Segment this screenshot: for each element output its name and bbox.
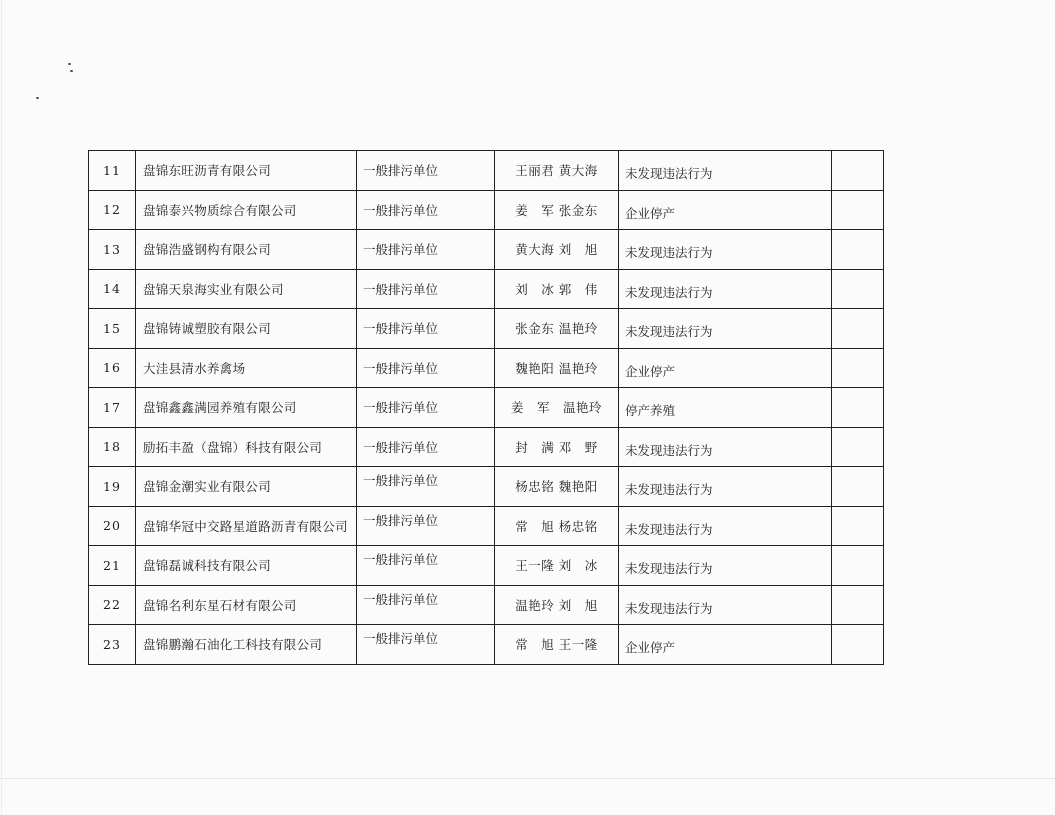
company-name-cell-text: 盘锦磊诚科技有限公司 xyxy=(143,558,272,574)
inspection-result-cell-text: 未发现违法行为 xyxy=(625,442,713,458)
inspectors-cell xyxy=(495,506,619,546)
remarks-cell xyxy=(832,506,884,546)
row-number xyxy=(89,151,136,191)
inspection-result-cell xyxy=(619,388,832,428)
unit-type-cell-text: 一般排污单位 xyxy=(363,400,439,416)
inspection-result-cell-text: 未发现违法行为 xyxy=(625,284,713,300)
inspectors-cell-text: 魏艳阳 温艳玲 xyxy=(515,360,598,376)
remarks-cell xyxy=(832,190,884,230)
company-name-cell xyxy=(136,388,357,428)
inspectors-cell xyxy=(495,467,619,507)
inspection-result-cell xyxy=(619,585,832,625)
unit-type-cell-text: 一般排污单位 xyxy=(363,631,439,646)
company-name-cell xyxy=(136,190,357,230)
inspectors-cell-text: 姜 军 张金东 xyxy=(515,202,598,218)
inspection-record-table xyxy=(88,150,884,665)
company-name-cell xyxy=(136,625,357,665)
remarks-cell xyxy=(832,546,884,586)
row-number-text: 22 xyxy=(103,597,121,613)
inspection-result-cell xyxy=(619,309,832,349)
company-name-cell-text: 盘锦浩盛钢构有限公司 xyxy=(143,242,272,258)
row-number-text: 20 xyxy=(103,518,121,534)
company-name-cell xyxy=(136,467,357,507)
table-row xyxy=(89,230,884,270)
scan-edge-bottom xyxy=(0,778,1055,779)
row-number xyxy=(89,546,136,586)
table-body xyxy=(89,151,884,665)
inspection-result-cell-text: 停产养殖 xyxy=(625,403,676,419)
inspectors-cell-text: 黄大海 刘 旭 xyxy=(515,242,598,258)
unit-type-cell-text: 一般排污单位 xyxy=(363,163,439,179)
row-number-text: 14 xyxy=(103,281,121,297)
unit-type-cell xyxy=(357,546,495,586)
inspectors-cell xyxy=(495,585,619,625)
unit-type-cell xyxy=(357,467,495,507)
inspection-result-cell xyxy=(619,348,832,388)
company-name-cell-text: 盘锦泰兴物质综合有限公司 xyxy=(143,202,297,218)
inspectors-cell xyxy=(495,230,619,270)
unit-type-cell xyxy=(357,585,495,625)
scan-speck xyxy=(68,63,71,65)
inspection-result-cell-text: 企业停产 xyxy=(625,205,676,221)
remarks-cell xyxy=(832,230,884,270)
unit-type-cell xyxy=(357,309,495,349)
company-name-cell-text: 励拓丰盈（盘锦）科技有限公司 xyxy=(143,439,323,455)
table-row xyxy=(89,585,884,625)
inspectors-cell-text: 王丽君 黄大海 xyxy=(515,163,598,179)
row-number xyxy=(89,309,136,349)
inspectors-cell xyxy=(495,269,619,309)
row-number-text: 15 xyxy=(103,320,121,336)
row-number-text: 23 xyxy=(103,636,121,652)
table-row xyxy=(89,190,884,230)
unit-type-cell-text: 一般排污单位 xyxy=(363,242,439,258)
row-number-text: 12 xyxy=(103,202,121,218)
inspection-result-cell-text: 未发现违法行为 xyxy=(625,324,713,340)
unit-type-cell xyxy=(357,348,495,388)
row-number xyxy=(89,467,136,507)
unit-type-cell-text: 一般排污单位 xyxy=(363,321,439,337)
company-name-cell-text: 盘锦金潮实业有限公司 xyxy=(143,479,272,495)
company-name-cell-text: 盘锦铸诚塑胶有限公司 xyxy=(143,321,272,337)
inspection-result-cell xyxy=(619,506,832,546)
inspectors-cell xyxy=(495,546,619,586)
table-row xyxy=(89,309,884,349)
row-number-text: 19 xyxy=(103,478,121,494)
table-row xyxy=(89,427,884,467)
row-number xyxy=(89,190,136,230)
table-row xyxy=(89,506,884,546)
unit-type-cell xyxy=(357,230,495,270)
remarks-cell xyxy=(832,348,884,388)
company-name-cell-text: 盘锦华冠中交路星道路沥青有限公司 xyxy=(143,518,348,534)
inspectors-cell-text: 杨忠铭 魏艳阳 xyxy=(515,479,598,495)
row-number-text: 21 xyxy=(103,557,121,573)
unit-type-cell xyxy=(357,427,495,467)
company-name-cell xyxy=(136,546,357,586)
inspection-result-cell-text: 企业停产 xyxy=(625,640,676,656)
unit-type-cell xyxy=(357,269,495,309)
row-number xyxy=(89,348,136,388)
unit-type-cell xyxy=(357,151,495,191)
inspection-result-cell xyxy=(619,230,832,270)
inspection-result-cell-text: 未发现违法行为 xyxy=(625,521,713,537)
table-row xyxy=(89,151,884,191)
inspection-result-cell-text: 未发现违法行为 xyxy=(625,166,713,182)
inspection-result-cell xyxy=(619,190,832,230)
scan-edge-left xyxy=(1,0,2,815)
unit-type-cell-text: 一般排污单位 xyxy=(363,360,439,376)
inspection-result-cell xyxy=(619,625,832,665)
unit-type-cell-text: 一般排污单位 xyxy=(363,512,439,528)
inspection-result-cell-text: 未发现违法行为 xyxy=(625,482,713,498)
remarks-cell xyxy=(832,427,884,467)
inspection-result-cell xyxy=(619,467,832,507)
remarks-cell xyxy=(832,467,884,507)
inspectors-cell-text: 张金东 温艳玲 xyxy=(515,321,598,337)
remarks-cell xyxy=(832,625,884,665)
company-name-cell-text: 盘锦东旺沥青有限公司 xyxy=(143,163,272,179)
row-number-text: 11 xyxy=(103,162,121,178)
unit-type-cell xyxy=(357,388,495,428)
row-number xyxy=(89,625,136,665)
inspection-result-cell-text: 未发现违法行为 xyxy=(625,600,713,616)
row-number-text: 13 xyxy=(103,241,121,257)
remarks-cell xyxy=(832,269,884,309)
inspection-result-cell-text: 未发现违法行为 xyxy=(625,561,713,577)
inspectors-cell-text: 常 旭 杨忠铭 xyxy=(515,518,598,534)
inspectors-cell xyxy=(495,625,619,665)
scan-speck xyxy=(70,70,73,72)
row-number xyxy=(89,269,136,309)
scan-speck xyxy=(36,97,39,99)
inspection-result-cell xyxy=(619,269,832,309)
company-name-cell xyxy=(136,585,357,625)
company-name-cell xyxy=(136,506,357,546)
table-row xyxy=(89,467,884,507)
row-number xyxy=(89,506,136,546)
company-name-cell xyxy=(136,230,357,270)
inspectors-cell-text: 姜 军 温艳玲 xyxy=(510,400,602,416)
inspectors-cell xyxy=(495,427,619,467)
company-name-cell xyxy=(136,269,357,309)
unit-type-cell xyxy=(357,625,495,665)
inspectors-cell-text: 温艳玲 刘 旭 xyxy=(515,597,598,613)
row-number-text: 16 xyxy=(103,360,121,376)
inspectors-cell xyxy=(495,151,619,191)
unit-type-cell-text: 一般排污单位 xyxy=(363,439,439,455)
company-name-cell-text: 盘锦名利东星石材有限公司 xyxy=(143,597,297,613)
inspectors-cell xyxy=(495,309,619,349)
company-name-cell xyxy=(136,151,357,191)
remarks-cell xyxy=(832,309,884,349)
remarks-cell xyxy=(832,585,884,625)
inspectors-cell-text: 王一隆 刘 冰 xyxy=(515,558,598,574)
row-number-text: 17 xyxy=(103,399,121,415)
unit-type-cell-text: 一般排污单位 xyxy=(363,473,439,488)
unit-type-cell-text: 一般排污单位 xyxy=(363,552,439,567)
inspectors-cell xyxy=(495,388,619,428)
unit-type-cell xyxy=(357,506,495,546)
table-row xyxy=(89,546,884,586)
inspection-result-cell-text: 未发现违法行为 xyxy=(625,245,713,261)
inspection-result-cell xyxy=(619,151,832,191)
table-row xyxy=(89,388,884,428)
inspection-result-cell-text: 企业停产 xyxy=(625,363,676,379)
inspectors-cell xyxy=(495,190,619,230)
table-row xyxy=(89,269,884,309)
row-number xyxy=(89,230,136,270)
company-name-cell-text: 盘锦鹏瀚石油化工科技有限公司 xyxy=(143,637,323,653)
unit-type-cell-text: 一般排污单位 xyxy=(363,281,439,297)
company-name-cell-text: 大洼县清水养禽场 xyxy=(143,360,246,376)
company-name-cell-text: 盘锦鑫鑫满园养殖有限公司 xyxy=(143,400,297,416)
company-name-cell xyxy=(136,348,357,388)
unit-type-cell xyxy=(357,190,495,230)
unit-type-cell-text: 一般排污单位 xyxy=(363,591,439,607)
company-name-cell-text: 盘锦天泉海实业有限公司 xyxy=(143,281,284,297)
inspection-result-cell xyxy=(619,546,832,586)
inspectors-cell xyxy=(495,348,619,388)
inspectors-cell-text: 封 满 邓 野 xyxy=(515,439,598,455)
inspectors-cell-text: 常 旭 王一隆 xyxy=(515,637,598,653)
inspection-result-cell xyxy=(619,427,832,467)
remarks-cell xyxy=(832,151,884,191)
table-row xyxy=(89,348,884,388)
company-name-cell xyxy=(136,427,357,467)
table-row xyxy=(89,625,884,665)
company-name-cell xyxy=(136,309,357,349)
unit-type-cell-text: 一般排污单位 xyxy=(363,202,439,218)
inspectors-cell-text: 刘 冰 郭 伟 xyxy=(515,281,598,297)
row-number xyxy=(89,427,136,467)
row-number xyxy=(89,585,136,625)
row-number-text: 18 xyxy=(103,439,121,455)
remarks-cell xyxy=(832,388,884,428)
row-number xyxy=(89,388,136,428)
